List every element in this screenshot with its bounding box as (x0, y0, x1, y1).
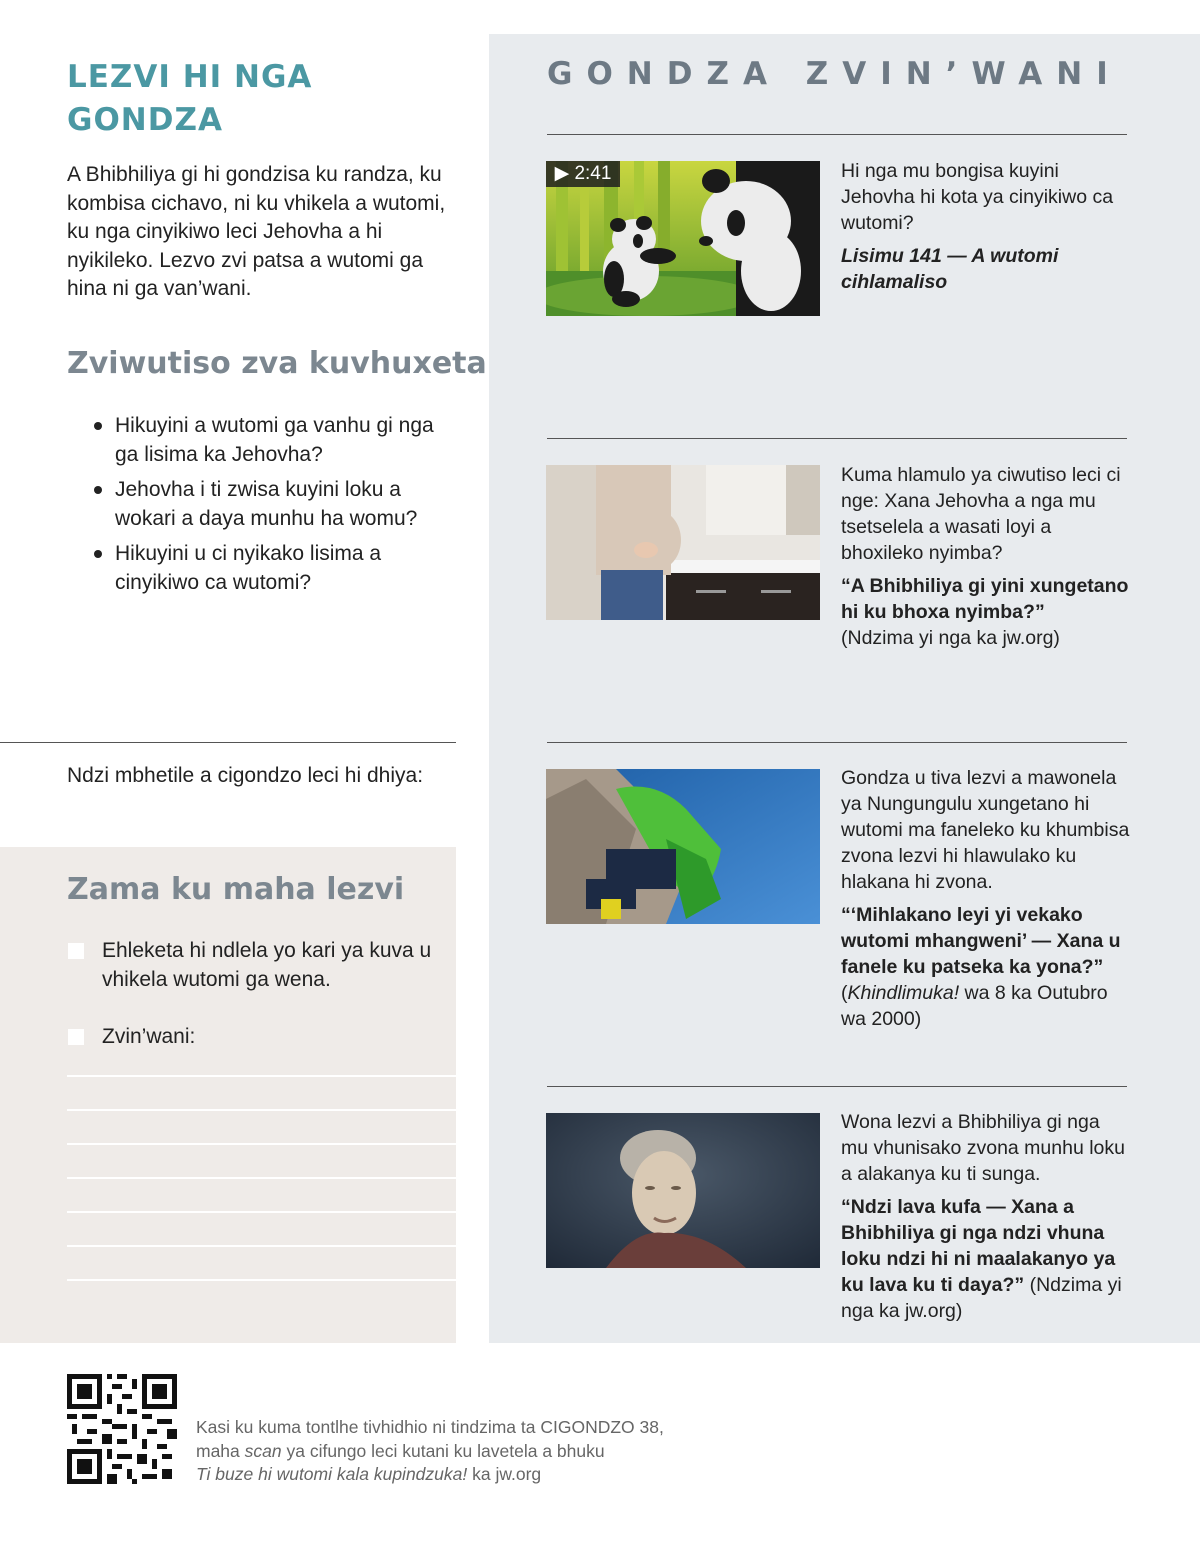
statue-man-illustration (546, 1113, 820, 1268)
learn-more-item-3 (841, 765, 1131, 1032)
writing-line[interactable] (67, 1177, 456, 1179)
footer-line-2b: scan (244, 1440, 282, 1461)
intro-paragraph: A Bhibhiliya gi hi gondzisa ku randza, ku kombisa cichavo, ni ku vhikela a wutomi, ku nga cinyikiwo leci Jehovha a hi nyikileko. Lezvo zvi patsa a wutomi ga hina ni ga van’wani. (67, 163, 446, 300)
finished-label: Ndzi mbhetile a cigondzo leci hi dhiya: (67, 764, 424, 787)
item-description: Wona lezvi a Bhibhiliya gi nga mu vhunisako zvona munhu loku a alakanya ku ti sunga. (841, 1111, 1125, 1185)
item-description: Hi nga mu bongisa kuyini Jehovha hi kota ya cinyikiwo ca wutomi? (841, 160, 1114, 234)
learn-more-item-4 (841, 1109, 1131, 1324)
divider (547, 438, 1127, 439)
item-description: Kuma hlamulo ya ciwutiso leci ci nge: Xana Jehovha a nga mu tsetselela a wasati loyi a bhoxileko nyimba? (841, 464, 1121, 564)
footer-line-3b: ka jw.org (467, 1464, 542, 1484)
footer-note (196, 1416, 756, 1487)
learn-more-item-1 (841, 158, 1131, 302)
question-item: Hikuyini a wutomi ga vanhu gi nga ga lisima ka Jehovha? (92, 411, 452, 469)
article-thumbnail-statue[interactable] (546, 1113, 820, 1268)
question-item: Jehovha i ti zwisa kuyini loku a wokari a daya munhu ha womu? (92, 475, 452, 533)
item-source-open: ( (841, 982, 848, 1004)
qr-code[interactable] (67, 1374, 177, 1484)
item-source: (Ndzima yi nga ka jw.org) (841, 1274, 1122, 1322)
item-description: Gondza u tiva lezvi a mawonela ya Nungungulu xungetano hi wutomi ma faneleko ku khumbisa zvona lezvi hi hlawulako ku hlakana hi zvona. (841, 767, 1130, 893)
play-icon: ▶ 2:41 (554, 163, 612, 184)
article-thumbnail-climber[interactable] (546, 769, 820, 924)
writing-line[interactable] (67, 1075, 456, 1077)
item-source: wa 8 ka Outubro wa 2000) (841, 982, 1108, 1030)
item-source: (Ndzima yi nga ka jw.org) (841, 627, 1060, 649)
item-link-article[interactable]: “A Bhibhiliya gi yini xungetano hi ku bhoxa nyimba?” (841, 575, 1129, 623)
divider (547, 1086, 1127, 1087)
woman-bathroom-photo (546, 465, 820, 620)
checkbox-label: Zvin’wani: (102, 1025, 196, 1048)
try-this-heading: Zama ku maha lezvi (67, 872, 405, 907)
learn-more-heading: GONDZA ZVIN’WANI (547, 56, 1122, 92)
writing-line[interactable] (67, 1245, 456, 1247)
qr-code-graphic (67, 1374, 177, 1484)
item-link-song[interactable]: Lisimu 141 — A wutomi cihlamaliso (841, 245, 1059, 293)
article-thumbnail-pregnant-woman[interactable] (546, 465, 820, 620)
checkbox-icon[interactable] (68, 943, 84, 959)
writing-line[interactable] (67, 1109, 456, 1111)
page-title (67, 56, 447, 142)
writing-line[interactable] (67, 1143, 456, 1145)
item-source-magazine: Khindlimuka! (847, 982, 960, 1004)
question-item: Hikuyini u ci nyikako lisima a cinyikiwo ca wutomi? (92, 539, 452, 597)
video-duration-badge (546, 161, 620, 187)
checkbox-label: Ehleketa hi ndlela yo kari ya kuva u vhikela wutomi ga wena. (102, 939, 432, 991)
divider (547, 134, 1127, 135)
title-line-2: GONDZA (67, 102, 223, 138)
writing-line[interactable] (67, 1211, 456, 1213)
writing-line[interactable] (67, 1279, 456, 1281)
video-thumbnail-pandas[interactable] (546, 161, 820, 316)
checkbox-icon[interactable] (68, 1029, 84, 1045)
divider (0, 742, 456, 743)
divider (547, 742, 1127, 743)
item-link-article[interactable]: “‘Mihlakano leyi yi vekako wutomi mhangweni’ — Xana u fanele ku patseka ka yona?” (841, 904, 1121, 978)
learn-more-item-2 (841, 462, 1131, 651)
footer-line-2a: maha (196, 1440, 245, 1461)
footer-line-2c: ya cifungo leci kutani ku lavetela a bhuku (281, 1440, 605, 1461)
questions-heading: Zviwutiso zva kuvhuxeta (67, 346, 487, 381)
footer-line-1: Kasi ku kuma tontlhe tivhidhio ni tindzima ta CIGONDZO 38, (196, 1417, 664, 1437)
footer-book-title: Ti buze hi wutomi kala kupindzuka! (196, 1464, 468, 1484)
item-link-article[interactable]: “Ndzi lava kufa — Xana a Bhibhiliya gi nga ndzi vhuna loku ndzi hi ni maalakanyo ya ku lava ku ti daya?” (841, 1196, 1116, 1296)
checkbox-item-other[interactable] (68, 1023, 448, 1052)
try-this-box (0, 847, 456, 1343)
title-line-1: LEZVI HI NGA (67, 59, 313, 95)
checkbox-item[interactable] (68, 937, 448, 994)
rock-climber-photo (546, 769, 820, 924)
questions-list (92, 411, 452, 603)
